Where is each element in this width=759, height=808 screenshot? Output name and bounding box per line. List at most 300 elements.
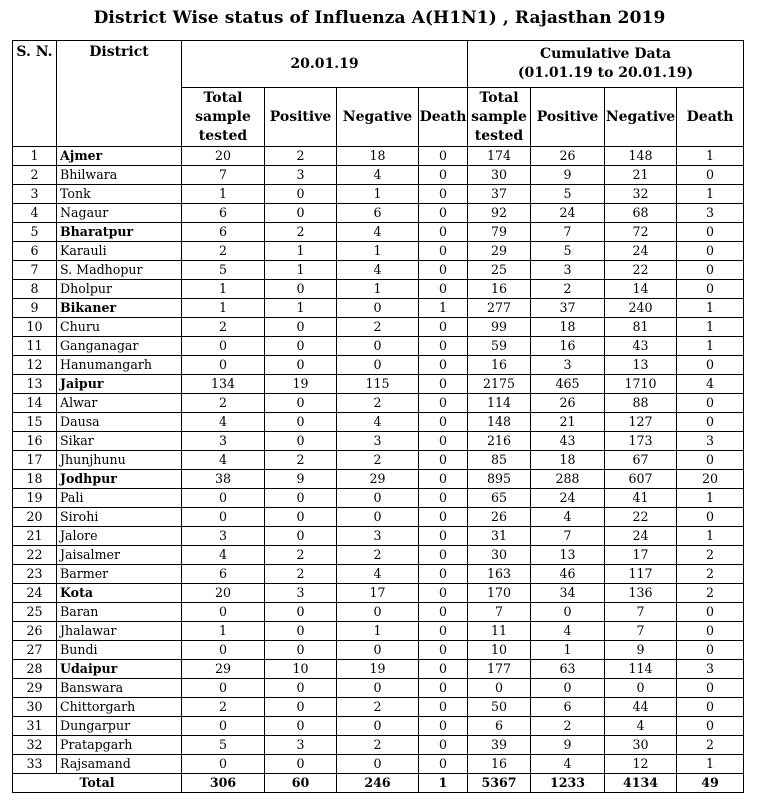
row-sn: 9 <box>13 299 57 318</box>
row-cumulative-total-sample: 99 <box>468 318 531 337</box>
row-cumulative-death: 0 <box>677 242 744 261</box>
row-daily-total-sample: 3 <box>182 527 265 546</box>
table-row <box>13 261 744 280</box>
col-header-total-sample-daily: Total sample tested <box>182 88 265 147</box>
row-sn: 31 <box>13 717 57 736</box>
row-cumulative-death: 20 <box>677 470 744 489</box>
row-sn: 3 <box>13 185 57 204</box>
row-daily-negative: 115 <box>337 375 419 394</box>
row-district: Chittorgarh <box>57 698 182 717</box>
row-daily-positive: 9 <box>265 470 337 489</box>
row-cumulative-positive: 7 <box>531 223 605 242</box>
row-district: S. Madhopur <box>57 261 182 280</box>
row-daily-positive: 2 <box>265 147 337 166</box>
row-cumulative-total-sample: 85 <box>468 451 531 470</box>
row-daily-negative: 0 <box>337 299 419 318</box>
row-cumulative-positive: 2 <box>531 717 605 736</box>
row-daily-positive: 0 <box>265 204 337 223</box>
row-daily-death: 0 <box>419 489 468 508</box>
table-row <box>13 394 744 413</box>
row-district: Sikar <box>57 432 182 451</box>
row-cumulative-total-sample: 59 <box>468 337 531 356</box>
row-district: Ganganagar <box>57 337 182 356</box>
row-cumulative-positive: 26 <box>531 394 605 413</box>
row-cumulative-total-sample: 65 <box>468 489 531 508</box>
row-sn: 28 <box>13 660 57 679</box>
row-daily-total-sample: 4 <box>182 546 265 565</box>
row-daily-negative: 0 <box>337 508 419 527</box>
row-cumulative-death: 1 <box>677 337 744 356</box>
row-daily-total-sample: 0 <box>182 603 265 622</box>
row-sn: 1 <box>13 147 57 166</box>
table-row <box>13 622 744 641</box>
table-row <box>13 717 744 736</box>
table-row <box>13 565 744 584</box>
row-daily-death: 0 <box>419 698 468 717</box>
row-daily-death: 0 <box>419 622 468 641</box>
row-sn: 23 <box>13 565 57 584</box>
row-cumulative-positive: 3 <box>531 356 605 375</box>
row-cumulative-negative: 24 <box>605 242 677 261</box>
row-cumulative-positive: 2 <box>531 280 605 299</box>
table-row <box>13 318 744 337</box>
row-daily-total-sample: 4 <box>182 451 265 470</box>
cumulative-period: (01.01.19 to 20.01.19) <box>517 65 694 81</box>
row-cumulative-positive: 1 <box>531 641 605 660</box>
row-sn: 20 <box>13 508 57 527</box>
row-sn: 24 <box>13 584 57 603</box>
row-cumulative-death: 1 <box>677 147 744 166</box>
row-cumulative-total-sample: 114 <box>468 394 531 413</box>
row-daily-positive: 2 <box>265 451 337 470</box>
table-row <box>13 660 744 679</box>
row-district: Udaipur <box>57 660 182 679</box>
table-row <box>13 242 744 261</box>
cumulative-label: Cumulative Data <box>539 46 672 62</box>
row-daily-death: 0 <box>419 356 468 375</box>
row-cumulative-death: 0 <box>677 223 744 242</box>
row-daily-total-sample: 1 <box>182 185 265 204</box>
row-daily-death: 0 <box>419 717 468 736</box>
row-daily-negative: 1 <box>337 280 419 299</box>
row-district: Ajmer <box>57 147 182 166</box>
total-daily-total-sample: 306 <box>182 774 265 793</box>
row-daily-positive: 0 <box>265 508 337 527</box>
row-cumulative-positive: 26 <box>531 147 605 166</box>
row-cumulative-death: 0 <box>677 717 744 736</box>
table-row <box>13 166 744 185</box>
row-daily-negative: 3 <box>337 432 419 451</box>
table-row <box>13 356 744 375</box>
row-sn: 21 <box>13 527 57 546</box>
row-daily-negative: 1 <box>337 622 419 641</box>
table-row <box>13 185 744 204</box>
row-daily-negative: 2 <box>337 318 419 337</box>
total-cumulative-positive: 1233 <box>531 774 605 793</box>
row-cumulative-negative: 22 <box>605 508 677 527</box>
row-cumulative-positive: 34 <box>531 584 605 603</box>
row-cumulative-total-sample: 7 <box>468 603 531 622</box>
row-district: Jhalawar <box>57 622 182 641</box>
row-cumulative-negative: 24 <box>605 527 677 546</box>
row-cumulative-positive: 0 <box>531 679 605 698</box>
row-cumulative-negative: 240 <box>605 299 677 318</box>
row-cumulative-negative: 117 <box>605 565 677 584</box>
row-daily-negative: 0 <box>337 337 419 356</box>
row-sn: 30 <box>13 698 57 717</box>
row-district: Hanumangarh <box>57 356 182 375</box>
row-daily-death: 0 <box>419 508 468 527</box>
group-header-cumulative <box>468 41 744 88</box>
row-sn: 6 <box>13 242 57 261</box>
row-cumulative-negative: 22 <box>605 261 677 280</box>
row-sn: 13 <box>13 375 57 394</box>
row-sn: 19 <box>13 489 57 508</box>
row-cumulative-negative: 1710 <box>605 375 677 394</box>
row-cumulative-total-sample: 79 <box>468 223 531 242</box>
row-cumulative-positive: 5 <box>531 242 605 261</box>
row-daily-death: 0 <box>419 546 468 565</box>
row-daily-positive: 0 <box>265 318 337 337</box>
row-daily-negative: 3 <box>337 527 419 546</box>
row-daily-death: 0 <box>419 166 468 185</box>
row-daily-negative: 19 <box>337 660 419 679</box>
col-header-district: District <box>57 41 182 147</box>
row-district: Bikaner <box>57 299 182 318</box>
table-row <box>13 546 744 565</box>
row-district: Pratapgarh <box>57 736 182 755</box>
row-sn: 16 <box>13 432 57 451</box>
row-daily-total-sample: 20 <box>182 584 265 603</box>
row-cumulative-total-sample: 163 <box>468 565 531 584</box>
row-daily-total-sample: 29 <box>182 660 265 679</box>
row-daily-positive: 2 <box>265 223 337 242</box>
row-daily-positive: 3 <box>265 736 337 755</box>
row-sn: 15 <box>13 413 57 432</box>
row-sn: 33 <box>13 755 57 774</box>
row-daily-death: 0 <box>419 527 468 546</box>
row-cumulative-positive: 5 <box>531 185 605 204</box>
row-daily-death: 1 <box>419 299 468 318</box>
row-cumulative-total-sample: 16 <box>468 356 531 375</box>
row-sn: 2 <box>13 166 57 185</box>
row-cumulative-total-sample: 0 <box>468 679 531 698</box>
row-daily-negative: 4 <box>337 565 419 584</box>
row-cumulative-death: 0 <box>677 698 744 717</box>
row-daily-positive: 2 <box>265 565 337 584</box>
row-cumulative-death: 2 <box>677 584 744 603</box>
row-district: Alwar <box>57 394 182 413</box>
row-district: Bharatpur <box>57 223 182 242</box>
row-district: Bhilwara <box>57 166 182 185</box>
h1n1-status-table <box>12 40 744 793</box>
row-daily-positive: 0 <box>265 394 337 413</box>
row-daily-positive: 19 <box>265 375 337 394</box>
row-cumulative-total-sample: 26 <box>468 508 531 527</box>
row-cumulative-negative: 81 <box>605 318 677 337</box>
row-district: Jodhpur <box>57 470 182 489</box>
row-cumulative-death: 0 <box>677 166 744 185</box>
row-daily-negative: 0 <box>337 679 419 698</box>
table-row <box>13 470 744 489</box>
row-cumulative-positive: 21 <box>531 413 605 432</box>
table-row <box>13 584 744 603</box>
row-cumulative-negative: 607 <box>605 470 677 489</box>
row-daily-death: 0 <box>419 223 468 242</box>
row-cumulative-total-sample: 11 <box>468 622 531 641</box>
row-district: Tonk <box>57 185 182 204</box>
total-row <box>13 774 744 793</box>
row-cumulative-total-sample: 50 <box>468 698 531 717</box>
row-daily-total-sample: 5 <box>182 736 265 755</box>
row-cumulative-positive: 18 <box>531 318 605 337</box>
document-title: District Wise status of Influenza A(H1N1) , Rajasthan 2019 <box>93 8 666 28</box>
row-daily-total-sample: 2 <box>182 394 265 413</box>
row-daily-total-sample: 134 <box>182 375 265 394</box>
row-daily-death: 0 <box>419 185 468 204</box>
row-sn: 22 <box>13 546 57 565</box>
total-daily-negative: 246 <box>337 774 419 793</box>
row-daily-positive: 0 <box>265 432 337 451</box>
row-district: Pali <box>57 489 182 508</box>
row-sn: 7 <box>13 261 57 280</box>
row-cumulative-total-sample: 174 <box>468 147 531 166</box>
row-daily-death: 0 <box>419 470 468 489</box>
row-daily-total-sample: 0 <box>182 717 265 736</box>
row-cumulative-total-sample: 25 <box>468 261 531 280</box>
row-cumulative-positive: 24 <box>531 489 605 508</box>
row-cumulative-death: 0 <box>677 603 744 622</box>
row-daily-total-sample: 1 <box>182 299 265 318</box>
row-daily-death: 0 <box>419 337 468 356</box>
row-cumulative-total-sample: 6 <box>468 717 531 736</box>
row-sn: 12 <box>13 356 57 375</box>
row-cumulative-negative: 7 <box>605 622 677 641</box>
row-cumulative-death: 3 <box>677 660 744 679</box>
row-district: Jalore <box>57 527 182 546</box>
row-daily-positive: 0 <box>265 280 337 299</box>
row-daily-total-sample: 2 <box>182 242 265 261</box>
table-body <box>13 147 744 793</box>
row-sn: 32 <box>13 736 57 755</box>
row-cumulative-death: 1 <box>677 185 744 204</box>
table-row <box>13 527 744 546</box>
row-cumulative-total-sample: 39 <box>468 736 531 755</box>
row-district: Dholpur <box>57 280 182 299</box>
row-cumulative-death: 0 <box>677 622 744 641</box>
row-daily-positive: 1 <box>265 299 337 318</box>
row-daily-total-sample: 2 <box>182 698 265 717</box>
row-cumulative-death: 2 <box>677 546 744 565</box>
row-daily-death: 0 <box>419 204 468 223</box>
table-row <box>13 147 744 166</box>
row-daily-positive: 1 <box>265 242 337 261</box>
row-cumulative-total-sample: 29 <box>468 242 531 261</box>
row-district: Jaipur <box>57 375 182 394</box>
row-cumulative-death: 3 <box>677 432 744 451</box>
table-row <box>13 736 744 755</box>
row-daily-negative: 29 <box>337 470 419 489</box>
row-daily-negative: 4 <box>337 223 419 242</box>
row-daily-total-sample: 0 <box>182 508 265 527</box>
row-district: Karauli <box>57 242 182 261</box>
table-row <box>13 432 744 451</box>
row-cumulative-total-sample: 2175 <box>468 375 531 394</box>
row-daily-death: 0 <box>419 432 468 451</box>
row-cumulative-total-sample: 148 <box>468 413 531 432</box>
row-daily-death: 0 <box>419 603 468 622</box>
row-daily-negative: 0 <box>337 641 419 660</box>
row-cumulative-total-sample: 16 <box>468 755 531 774</box>
row-cumulative-total-sample: 177 <box>468 660 531 679</box>
row-daily-negative: 2 <box>337 394 419 413</box>
table-row <box>13 698 744 717</box>
row-sn: 25 <box>13 603 57 622</box>
row-cumulative-death: 4 <box>677 375 744 394</box>
row-cumulative-negative: 7 <box>605 603 677 622</box>
row-cumulative-death: 0 <box>677 394 744 413</box>
row-cumulative-negative: 13 <box>605 356 677 375</box>
row-cumulative-negative: 44 <box>605 698 677 717</box>
row-cumulative-death: 1 <box>677 489 744 508</box>
row-daily-total-sample: 6 <box>182 223 265 242</box>
row-daily-positive: 2 <box>265 546 337 565</box>
row-daily-negative: 2 <box>337 736 419 755</box>
row-daily-positive: 0 <box>265 717 337 736</box>
row-cumulative-death: 0 <box>677 641 744 660</box>
col-header-sn: S. N. <box>13 41 57 147</box>
row-daily-death: 0 <box>419 679 468 698</box>
row-cumulative-positive: 7 <box>531 527 605 546</box>
row-cumulative-positive: 465 <box>531 375 605 394</box>
row-cumulative-negative: 67 <box>605 451 677 470</box>
table-row <box>13 204 744 223</box>
row-cumulative-death: 1 <box>677 299 744 318</box>
row-cumulative-positive: 37 <box>531 299 605 318</box>
row-cumulative-positive: 0 <box>531 603 605 622</box>
row-daily-death: 0 <box>419 660 468 679</box>
row-cumulative-total-sample: 895 <box>468 470 531 489</box>
row-cumulative-total-sample: 10 <box>468 641 531 660</box>
row-cumulative-death: 0 <box>677 356 744 375</box>
total-daily-death: 1 <box>419 774 468 793</box>
row-daily-total-sample: 0 <box>182 337 265 356</box>
row-district: Jhunjhunu <box>57 451 182 470</box>
row-cumulative-positive: 13 <box>531 546 605 565</box>
col-header-death-daily: Death <box>419 88 468 147</box>
row-sn: 27 <box>13 641 57 660</box>
row-cumulative-negative: 0 <box>605 679 677 698</box>
row-cumulative-death: 0 <box>677 261 744 280</box>
row-cumulative-total-sample: 37 <box>468 185 531 204</box>
row-sn: 18 <box>13 470 57 489</box>
row-daily-total-sample: 2 <box>182 318 265 337</box>
row-cumulative-negative: 148 <box>605 147 677 166</box>
row-cumulative-total-sample: 277 <box>468 299 531 318</box>
table-row <box>13 223 744 242</box>
row-cumulative-negative: 173 <box>605 432 677 451</box>
row-cumulative-death: 0 <box>677 413 744 432</box>
row-cumulative-negative: 9 <box>605 641 677 660</box>
row-daily-negative: 4 <box>337 261 419 280</box>
row-cumulative-positive: 4 <box>531 622 605 641</box>
row-sn: 14 <box>13 394 57 413</box>
row-district: Nagaur <box>57 204 182 223</box>
row-cumulative-negative: 127 <box>605 413 677 432</box>
row-sn: 26 <box>13 622 57 641</box>
row-cumulative-death: 1 <box>677 318 744 337</box>
row-cumulative-total-sample: 31 <box>468 527 531 546</box>
total-cumulative-negative: 4134 <box>605 774 677 793</box>
row-daily-negative: 0 <box>337 755 419 774</box>
row-daily-positive: 0 <box>265 698 337 717</box>
row-district: Dungarpur <box>57 717 182 736</box>
row-daily-death: 0 <box>419 318 468 337</box>
row-daily-total-sample: 3 <box>182 432 265 451</box>
row-daily-positive: 3 <box>265 166 337 185</box>
row-cumulative-negative: 88 <box>605 394 677 413</box>
row-daily-total-sample: 0 <box>182 356 265 375</box>
row-daily-positive: 0 <box>265 622 337 641</box>
row-cumulative-positive: 9 <box>531 736 605 755</box>
row-daily-total-sample: 0 <box>182 679 265 698</box>
row-sn: 17 <box>13 451 57 470</box>
row-cumulative-positive: 6 <box>531 698 605 717</box>
row-cumulative-death: 0 <box>677 451 744 470</box>
row-cumulative-total-sample: 170 <box>468 584 531 603</box>
row-cumulative-negative: 41 <box>605 489 677 508</box>
row-daily-death: 0 <box>419 375 468 394</box>
row-district: Sirohi <box>57 508 182 527</box>
row-cumulative-positive: 4 <box>531 755 605 774</box>
row-cumulative-death: 2 <box>677 736 744 755</box>
row-daily-death: 0 <box>419 451 468 470</box>
row-sn: 10 <box>13 318 57 337</box>
row-cumulative-death: 0 <box>677 508 744 527</box>
row-cumulative-total-sample: 92 <box>468 204 531 223</box>
row-daily-positive: 0 <box>265 755 337 774</box>
row-daily-death: 0 <box>419 584 468 603</box>
row-daily-death: 0 <box>419 565 468 584</box>
row-cumulative-total-sample: 216 <box>468 432 531 451</box>
row-daily-positive: 10 <box>265 660 337 679</box>
row-daily-death: 0 <box>419 641 468 660</box>
col-header-negative-daily: Negative <box>337 88 419 147</box>
row-daily-positive: 0 <box>265 679 337 698</box>
row-cumulative-negative: 114 <box>605 660 677 679</box>
row-district: Banswara <box>57 679 182 698</box>
row-cumulative-negative: 17 <box>605 546 677 565</box>
table-row <box>13 679 744 698</box>
row-daily-death: 0 <box>419 261 468 280</box>
total-label: Total <box>13 774 182 793</box>
row-daily-positive: 0 <box>265 489 337 508</box>
row-daily-total-sample: 1 <box>182 622 265 641</box>
row-daily-death: 0 <box>419 755 468 774</box>
row-cumulative-positive: 43 <box>531 432 605 451</box>
col-header-positive-daily: Positive <box>265 88 337 147</box>
table-row <box>13 451 744 470</box>
total-daily-positive: 60 <box>265 774 337 793</box>
row-cumulative-total-sample: 30 <box>468 166 531 185</box>
row-daily-positive: 0 <box>265 641 337 660</box>
row-daily-death: 0 <box>419 736 468 755</box>
table-row <box>13 299 744 318</box>
row-cumulative-negative: 14 <box>605 280 677 299</box>
row-daily-death: 0 <box>419 147 468 166</box>
row-cumulative-negative: 12 <box>605 755 677 774</box>
row-daily-negative: 0 <box>337 717 419 736</box>
